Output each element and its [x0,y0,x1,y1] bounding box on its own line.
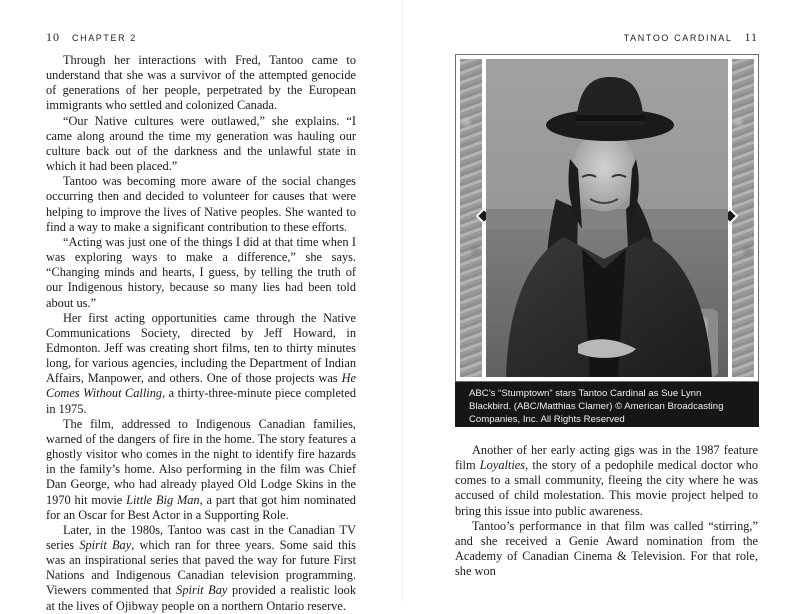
right-running-header [624,30,758,45]
series-title: Spirit Bay [176,583,228,598]
paragraph: Tantoo was becoming more aware of the social changes occurring then and decided to volunteer for causes that were helping to improve the lives of Native peoples. She wanted to find a way to make a significant contribution to these efforts. [46,174,356,234]
film-title: Little Big Man [126,492,200,507]
paragraph: Another of her early acting gigs was in the 1987 feature film Loyalties, the story of a pedophile medical doctor who comes to a small community, fleeing the city where he was accused of child molestation. This movie project helped to bring this issue into public awareness. [455,443,758,518]
film-title: Loyalties [479,458,526,473]
left-page-number: 10 [46,30,60,44]
paragraph: Through her interactions with Fred, Tantoo came to understand that she was a survivor of the attempted genocide of generations of her people, perpetrated by the European immigrants who settled and colonized Canada. [46,53,356,113]
paragraph: “Our Native cultures were outlawed,” she explains. “I came along around the time my generation was hauling our culture back out of the darkness and the unlawful state in which it had been placed.” [46,113,356,174]
photo-frame [455,54,759,382]
right-page [403,0,805,604]
portrait-illustration [486,59,728,377]
portrait-photo [486,59,728,377]
paragraph: Tantoo’s performance in that film was called “stirring,” and she received a Genie Award nomination from the Academy of Canadian Cinema & Television. For that role, she won [455,518,758,579]
paragraph: Her first acting opportunities came through the Native Communications Society, directed by Jeff Howard, in Edmonton. Jeff was creating short films, ten to thirty minutes long, for various agencies, including the Department of Indian Affairs, Manpower, and others. One of those projects was He Comes Without Calling, a thirty-three-minute piece completed in 1975. [46,310,357,416]
film-title: He Comes Without Calling [46,371,356,401]
chapter-heading: CHAPTER 2 [72,33,137,43]
left-page [0,0,402,613]
left-running-header [46,30,137,45]
paragraph: The film, addressed to Indigenous Canadian families, warned of the dangers of fire in the home. The story features a ghostly visitor who comes in the night to identify fire hazards in the family’s home. Also performing in the film was Chief Dan George, who had already played Old Lodge Skins in the 1970 hit movie Little Big Man, a part that got him nominated for an Oscar for Best Actor in a Supporting Role. [46,416,356,522]
right-body-text [455,443,758,579]
paragraph: “Acting was just one of the things I did at that time when I was exploring ways to make a difference,” she says. “Changing minds and hearts, I guess, by telling the truth of our Indigenous history, because so many lies had been told about us.” [46,234,356,310]
photo-caption: ABC’s “Stumptown” stars Tantoo Cardinal as Sue Lynn Blackbird. (ABC/Matthias Clamer) © American Broadcasting Companies, Inc. All Rights Reserved [455,382,759,427]
series-title: Spirit Bay [79,538,132,552]
right-page-number: 11 [744,30,758,44]
left-body-text [46,53,356,614]
paragraph: Later, in the 1980s, Tantoo was cast in the Canadian TV series Spirit Bay, which ran for three years. Some said this was an inspirational series that paved the way for future First Nations and Indigenous Canadian television programming. Viewers commented that Spirit Bay provided a realistic look at the lives of Ojibway people on a northern Ontario reserve. [46,522,356,613]
book-title-heading: TANTOO CARDINAL [623,33,733,43]
